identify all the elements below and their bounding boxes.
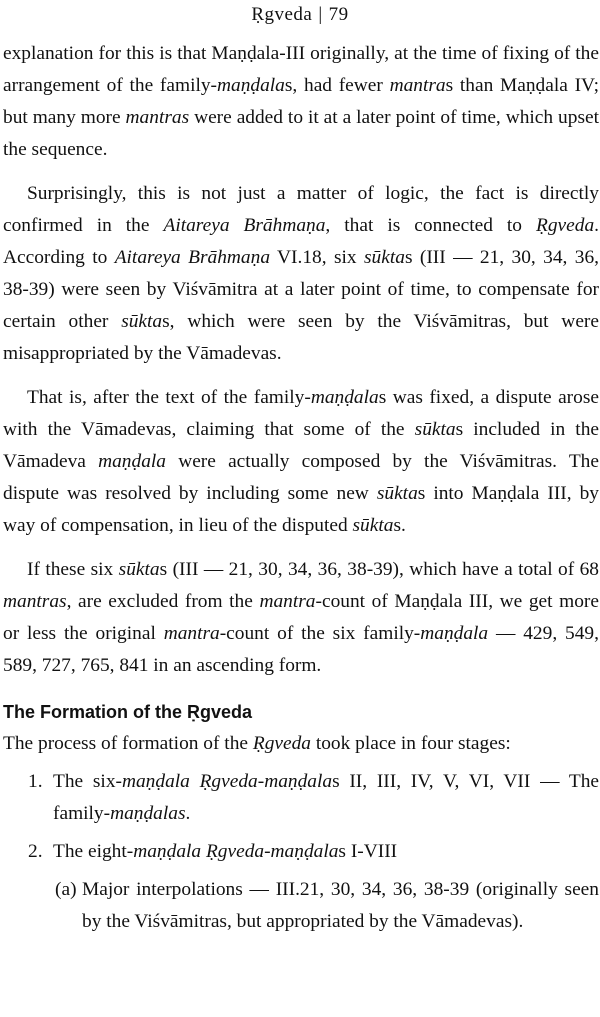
list-item-number: 1. <box>28 771 43 792</box>
paragraph: If these six sūktas (III — 21, 30, 34, 36, 38-39), which have a total of 68 mantras, are excluded from the mantra-count of Maṇḍala III, we get more or less the original mantra-count of the six family-maṇḍala — 429, 549, 589, 727, 765, 841 in an ascending form. <box>3 559 599 676</box>
page-number: 79 <box>328 4 349 25</box>
paragraph: That is, after the text of the family-maṇḍalas was fixed, a dispute arose with the Vāmadevas, claiming that some of the sūktas included in the Vāmadeva maṇḍala were actually composed by the Viśvāmitras. The dispute was resolved by including some new sūktas into Maṇḍala III, by way of compensation, in lieu of the disputed sūktas. <box>3 387 599 536</box>
list-item <box>3 766 599 830</box>
section-heading: The Formation of the Ṛgveda <box>3 702 253 722</box>
running-header <box>0 4 600 26</box>
list-item-number: 2. <box>28 841 43 862</box>
paragraph: Surprisingly, this is not just a matter of logic, the fact is directly confirmed in the Aitareya Brāhmaṇa, that is connected to Ṛgveda. According to Aitareya Brāhmaṇa VI.18, six sūktas (III — 21, 30, 34, 36, 38-39) were seen by Viśvāmitra at a later point of time, to compensate for certain other sūktas, which were seen by the Viśvāmitras, but were misappropriated by the Vāmadevas. <box>3 183 600 364</box>
header-separator: | <box>318 4 323 25</box>
sub-list-item-text: Major interpolations — III.21, 30, 34, 36, 38-39 (originally seen by the Viśvāmitras, but appropriated by the Vāmadevas). <box>82 879 599 932</box>
sub-list-item-label: (a) <box>55 879 77 900</box>
paragraph: explanation for this is that Maṇḍala-III originally, at the time of fixing of the arrangement of the family-maṇḍalas, had fewer mantras than Maṇḍala IV; but many more mantras were added to it at a later point of time, which upset the sequence. <box>3 43 599 160</box>
list-item-text: The eight-maṇḍala Ṛgveda-maṇḍalas I-VIII <box>53 841 398 862</box>
running-title: Ṛgveda <box>251 4 313 25</box>
body-text <box>3 38 599 938</box>
list-item-text: The six-maṇḍala Ṛgveda-maṇḍalas II, III, IV, V, VI, VII — The family-maṇḍalas. <box>53 771 600 824</box>
sub-list-item <box>3 874 599 938</box>
list-item <box>3 836 599 868</box>
section-intro: The process of formation of the Ṛgveda took place in four stages: <box>3 733 511 754</box>
